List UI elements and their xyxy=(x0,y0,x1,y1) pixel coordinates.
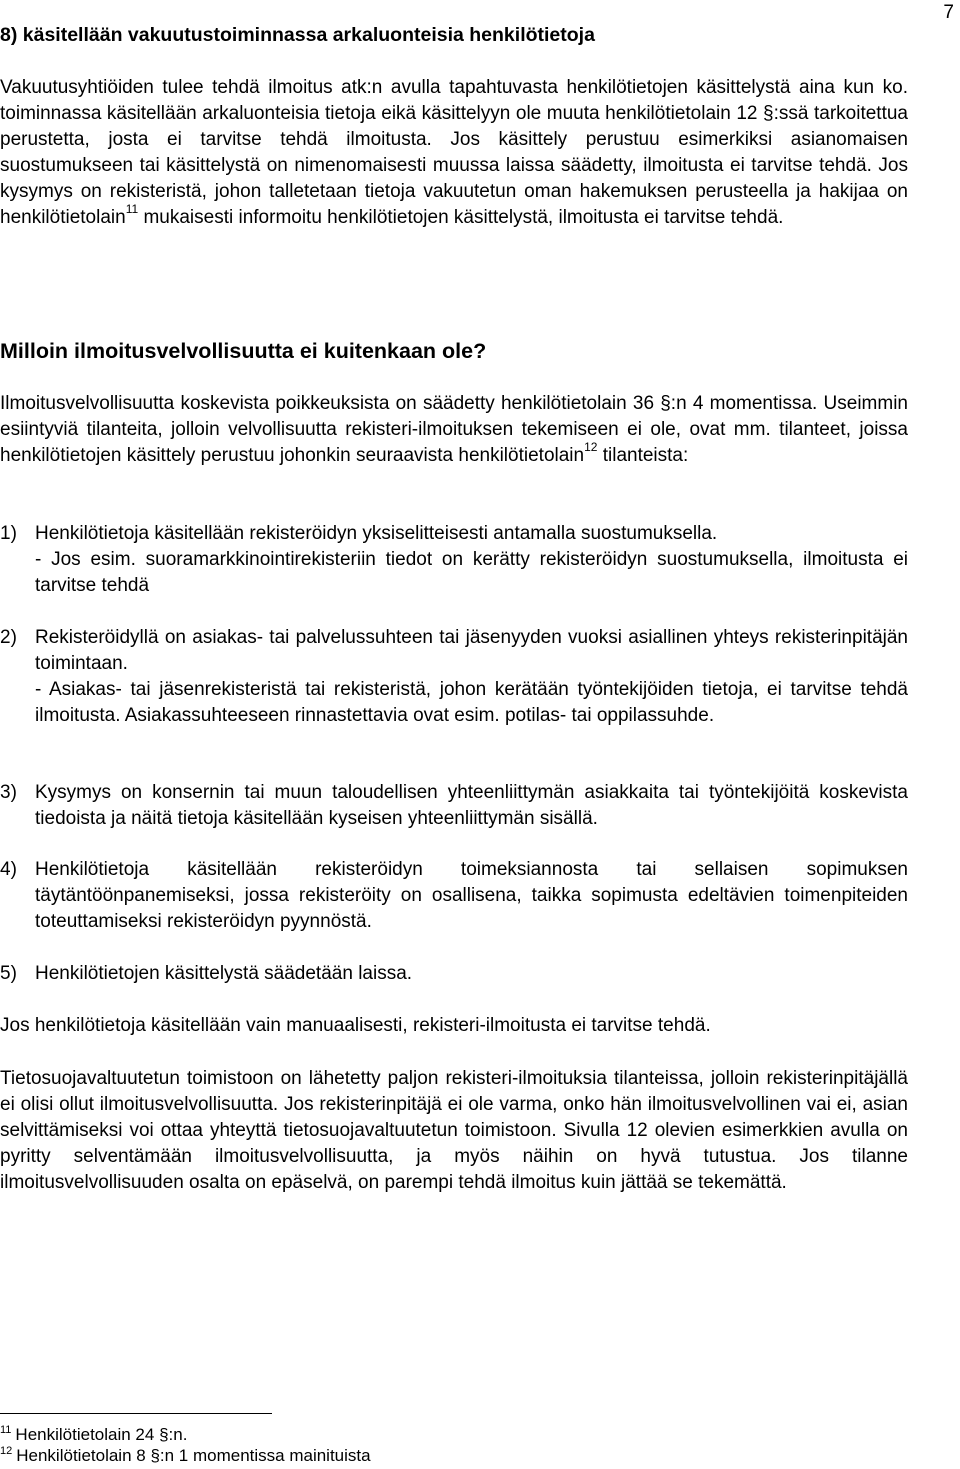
section-heading: 8) käsitellään vakuutustoiminnassa arkaluonteisia henkilötietoja xyxy=(0,24,595,46)
footnote-number: 12 xyxy=(0,1445,13,1457)
list-item-number: 2) xyxy=(0,627,17,648)
list-item-note: - Jos esim. suoramarkkinointirekisteriin tiedot on kerätty rekisteröidyn suostumuksella, ilmoitusta ei tarvitse tehdä xyxy=(35,548,908,596)
list-item-number: 5) xyxy=(0,963,17,984)
footnote-separator xyxy=(0,1413,272,1414)
footnote-11 xyxy=(0,1425,187,1447)
footnote-ref-11[interactable]: 11 xyxy=(125,202,139,217)
exceptions-text-continued: tilanteista: xyxy=(597,444,689,466)
list-item-number: 1) xyxy=(0,523,17,544)
exceptions-paragraph xyxy=(0,391,908,469)
footnote-12 xyxy=(0,1446,371,1468)
list-item-text: Kysymys on konsernin tai muun taloudellisen yhteenliittymän asiakkaita tai työntekijöitä koskevista tiedoista ja näitä tietoja käsitellään kyseisen yhteenliittymän sisällä. xyxy=(35,782,908,829)
list-item xyxy=(0,961,908,987)
footnote-text: Henkilötietolain 8 §:n 1 momentissa mainituista xyxy=(16,1446,371,1465)
list-item-note: - Asiakas- tai jäsenrekisteristä tai rekisteristä, johon kerätään työntekijöiden tietoja, ei tarvitse tehdä ilmoitusta. Asiakassuhteeseen rinnastettavia ovat esim. potilas- tai oppilassuhde. xyxy=(35,678,908,726)
list-item xyxy=(0,857,908,935)
section-intro-text-continued: mukaisesti informoitu henkilötietojen käsittelystä, ilmoitusta ei tarvitse tehdä. xyxy=(138,206,784,228)
section-intro-paragraph xyxy=(0,75,908,230)
list-item-text: Rekisteröidyllä on asiakas- tai palvelussuhteen tai jäsenyyden vuoksi asiallinen yhteys rekisterinpitäjän toimintaan. xyxy=(35,627,908,674)
manual-processing-paragraph: Jos henkilötietoja käsitellään vain manuaalisesti, rekisteri-ilmoitusta ei tarvitse tehdä. xyxy=(0,1015,711,1036)
footnote-ref-12[interactable]: 12 xyxy=(584,440,598,455)
list-item-text: Henkilötietoja käsitellään rekisteröidyn toimeksiannosta tai sellaisen sopimuksen täytäntöönpanemiseksi, jossa rekisteröity on osallisena, taikka sopimusta edeltävien toimenpiteiden toteuttamiseksi rekisteröidyn pyynnöstä. xyxy=(35,859,908,932)
exceptions-text: Ilmoitusvelvollisuutta koskevista poikkeuksista on säädetty henkilötietolain 36 §:n 4 momentissa. Useimmin esiintyviä tilanteita, jolloin velvollisuutta rekisteri-ilmoituksen tekemiseen ei ole, ovat mm. tilanteet, joissa henkilötietojen käsittely perustuu johonkin seuraavista henkilötietolain xyxy=(0,393,908,466)
question-heading: Milloin ilmoitusvelvollisuutta ei kuitenkaan ole? xyxy=(0,339,487,363)
list-item xyxy=(0,780,908,832)
list-item xyxy=(0,521,908,599)
ombudsman-office-paragraph: Tietosuojavaltuutetun toimistoon on lähetetty paljon rekisteri-ilmoituksia tilanteissa, jolloin rekisterinpitäjällä ei olisi ollut ilmoitusvelvollisuutta. Jos rekisterinpitäjä ei ole varma, onko hän ilmoitusvelvollinen vai ei, asian selvittämiseksi voi ottaa yhteyttä tietosuojavaltuutetun toimistoon. Sivulla 12 olevien esimerkkien avulla on pyritty selventämään ilmoitusvelvollisuutta, ja myös näihin on hyvä tutustua. Jos tilanne ilmoitusvelvollisuuden osalta on epäselvä, on parempi tehdä ilmoitus kuin jättää se tekemättä. xyxy=(0,1068,908,1193)
section-intro-text: Vakuutusyhtiöiden tulee tehdä ilmoitus atk:n avulla tapahtuvasta henkilötietojen käsittelystä aina kun ko. toiminnassa käsitellään arkaluonteisia tietoja eikä käsittelyyn ole muuta henkilötietolain 12 §:ssä tarkoitettua perustetta, josta ei tarvitse tehdä ilmoitusta. Jos käsittely perustuu esimerkiksi asianomaisen suostumukseen tai käsittelystä on nimenomaisesti muussa laissa säädetty, ilmoitusta ei tarvitse tehdä. Jos kysymys on rekisteristä, johon talletetaan tietoja vakuutetun oman hakemuksen perusteella ja hakijaa on henkilötietolain xyxy=(0,77,908,228)
page-number: 7 xyxy=(943,2,954,23)
list-item-number: 3) xyxy=(0,782,17,803)
footnote-number: 11 xyxy=(0,1424,12,1436)
list-item-text: Henkilötietoja käsitellään rekisteröidyn yksiselitteisesti antamalla suostumuksella. xyxy=(35,523,718,544)
list-item-text: Henkilötietojen käsittelystä säädetään laissa. xyxy=(35,963,413,984)
footnote-text: Henkilötietolain 24 §:n. xyxy=(15,1425,188,1444)
list-item-number: 4) xyxy=(0,859,17,880)
list-item xyxy=(0,625,908,729)
